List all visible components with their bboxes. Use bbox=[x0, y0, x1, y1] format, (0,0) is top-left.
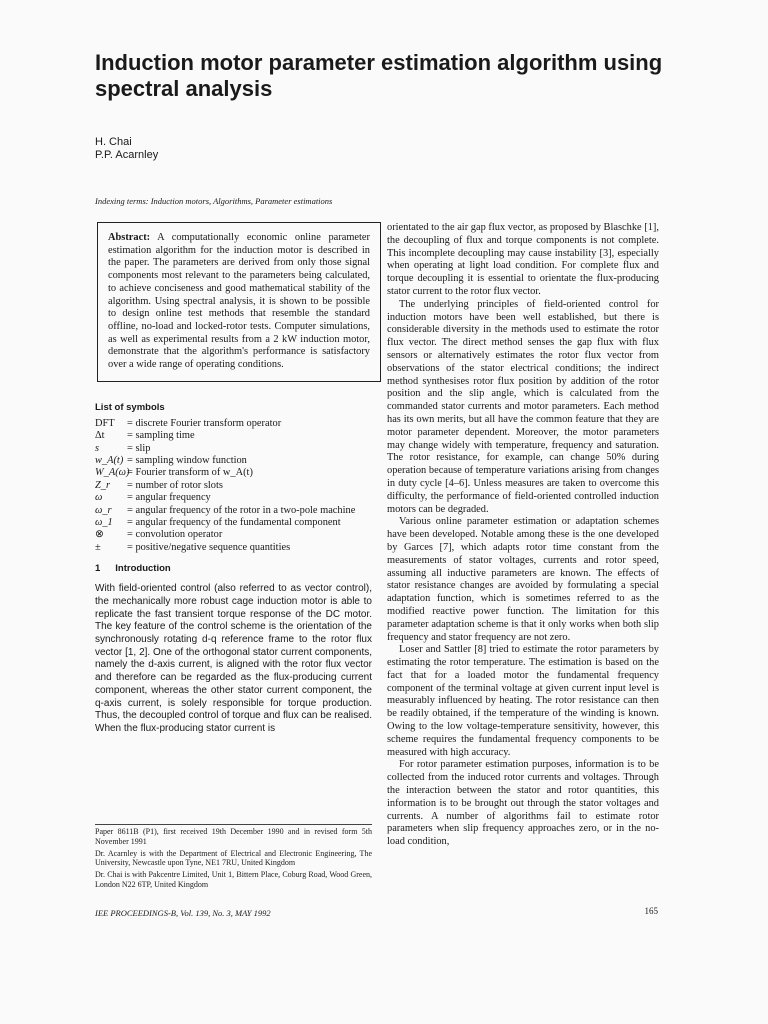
symbol-key: Δt bbox=[95, 430, 105, 442]
left-column bbox=[95, 222, 372, 736]
symbol-desc: = angular frequency bbox=[127, 492, 211, 504]
symbol-desc: = sampling window function bbox=[127, 454, 247, 466]
symbol-key: ⊗ bbox=[95, 529, 104, 541]
symbol-desc: = angular frequency of the fundamental component bbox=[127, 516, 341, 528]
symbol-desc: = slip bbox=[127, 442, 151, 454]
symbol-row bbox=[95, 430, 372, 442]
symbol-desc: = positive/negative sequence quantities bbox=[127, 541, 291, 553]
symbol-key: W_A(ω) bbox=[95, 467, 130, 479]
footnotes bbox=[95, 824, 372, 892]
symbol-row bbox=[95, 517, 372, 529]
page-number: 165 bbox=[644, 906, 658, 916]
body-paragraph: orientated to the air gap flux vector, as proposed by Blaschke [1], the decoupling of flux and torque components is not complete. This incomplete decoupling may cause instability [3], especially when operating at light load condition. For complete flux and torque decoupling it is essential to orientate the flux-producing stator current to the rotor flux vector. bbox=[387, 222, 659, 297]
author-name: H. Chai bbox=[95, 136, 132, 148]
paper-title: Induction motor parameter estimation algorithm using spectral analysis bbox=[95, 50, 663, 101]
abstract-box bbox=[97, 222, 381, 382]
symbol-desc: = angular frequency of the rotor in a two-pole machine bbox=[127, 504, 356, 516]
symbol-row bbox=[95, 542, 372, 554]
indexing-terms: Indexing terms: Induction motors, Algorithms, Parameter estimations bbox=[95, 196, 333, 206]
symbol-row bbox=[95, 443, 372, 455]
symbol-desc: = sampling time bbox=[127, 430, 195, 442]
symbols-list bbox=[95, 418, 372, 554]
symbols-heading: List of symbols bbox=[95, 401, 165, 413]
symbol-row bbox=[95, 529, 372, 541]
symbol-key: s bbox=[95, 442, 100, 454]
right-column bbox=[387, 222, 659, 849]
journal-footer: IEE PROCEEDINGS-B, Vol. 139, No. 3, MAY 1992 bbox=[95, 908, 271, 918]
footnote: Dr. Acarnley is with the Department of Electrical and Electronic Engineering, The University, Newcastle upon Tyne, NE1 7RU, United Kingdom bbox=[95, 848, 372, 868]
author-name: P.P. Acarnley bbox=[95, 149, 159, 161]
author-list bbox=[95, 136, 158, 162]
symbol-desc: = discrete Fourier transform operator bbox=[127, 417, 282, 429]
section-title: Introduction bbox=[115, 563, 171, 575]
symbol-desc: = Fourier transform of w_A(t) bbox=[127, 467, 253, 479]
symbol-key: DFT bbox=[95, 417, 115, 429]
symbol-row bbox=[95, 467, 372, 479]
introduction-heading bbox=[95, 563, 372, 575]
body-paragraph: For rotor parameter estimation purposes, information is to be collected from the induced rotor currents and voltages. Through the interaction between the stator and rotor quantities, this information is to be brought out through the stator voltages and currents. A number of algorithms fail to estimate rotor parameters when slip frequency approaches zero, or in the no-load condition, bbox=[387, 759, 659, 848]
symbol-key: ± bbox=[95, 541, 101, 553]
symbol-key: Z_r bbox=[95, 479, 111, 491]
abstract-label: Abstract: bbox=[108, 232, 151, 243]
section-number: 1 bbox=[95, 563, 101, 575]
body-paragraph: Various online parameter estimation or adaptation schemes have been developed. Notable among these is the one developed by Garces [7], which adapts rotor time constant from the measurements of stator voltages, currents and rotor speed, assuming all inductive parameters are known. The effects of stator resistance changes are avoided by formulating a special adaptation function, which is sometimes referred to as the modified reactive power function. The limitation for this parameter adaptation scheme is that it only works when both slip frequency and stator frequency are not zero. bbox=[387, 516, 659, 643]
symbol-desc: = number of rotor slots bbox=[127, 479, 223, 491]
symbol-key: w_A(t) bbox=[95, 454, 124, 466]
abstract-text: A computationally economic online parameter estimation algorithm for the induction motor is described in the paper. The parameters are derived from only those signal components most relevant to the parameters being calculated, to achieve conciseness and good mathematical stability of the algorithm. Using spectral analysis, it is shown to be possible to design online test methods that resemble the standard offline, no-load and locked-rotor tests. Computer simulations, as well as experimental results from a 2 kW induction motor, demonstrate that the algorithm's performance is satisfactory over a wide range of operating conditions. bbox=[108, 232, 370, 371]
symbol-row bbox=[95, 480, 372, 492]
symbol-row bbox=[95, 418, 372, 430]
introduction-text: With field-oriented control (also referred to as vector control), the mechanically more robust cage induction motor is able to replicate the fast transient torque response of the DC motor. The key feature of the control scheme is the orientation of the synchronously rotating d-q reference frame to the rotor flux vector [1, 2]. One of the orthogonal stator current components, namely the d-axis current, is aligned with the rotor flux vector and therefore can be regarded as the flux-producing current component, whereas the other stator current component, the q-axis current, is solely responsible for torque production. Thus, the decoupled control of torque and flux can be realised. When the flux-producing stator current is bbox=[95, 583, 372, 734]
body-paragraph: The underlying principles of field-oriented control for induction motors have been well established, but there is considerable diversity in the methods used to estimate the rotor flux vector. The direct method senses the gap flux with flux sensors or alternatively estimates the rotor flux vector from observations of the stator electrical conditions; the indirect method synthesises rotor flux position by addition of the rotor position and the slip angle, which is calculated from the commanded stator currents and motor parameters. Each method has its own merits, but all have the common feature that they are motor parameter dependent. Moreover, the motor parameters may change widely with temperature, frequency and saturation. The rotor resistance, for example, can change 50% during operation because of temperature variations arising from changes in duty cycle [4–6]. Unless measures are taken to overcome this difficulty, the performance of field-oriented controlled induction motors can be degraded. bbox=[387, 298, 659, 515]
symbol-desc: = convolution operator bbox=[127, 529, 223, 541]
symbol-row bbox=[95, 455, 372, 467]
symbol-row bbox=[95, 492, 372, 504]
symbol-row bbox=[95, 505, 372, 517]
body-paragraph: Loser and Sattler [8] tried to estimate the rotor parameters by estimating the rotor temperature. The estimation is based on the fact that for a loaded motor the fundamental frequency component of the terminal voltage at given current input level is measurably influenced by heating. The rotor resistance can then be readily obtained, if the temperature of the winding is known. Owing to the low voltage-temperature sensitivity, however, this scheme requires the fundamental frequency components to be measured with high accuracy. bbox=[387, 644, 659, 758]
symbol-key: ω_r bbox=[95, 504, 112, 516]
symbol-key: ω bbox=[95, 492, 103, 504]
footnote: Paper 8611B (P1), first received 19th December 1990 and in revised form 5th November 1991 bbox=[95, 827, 372, 846]
symbol-key: ω_1 bbox=[95, 516, 113, 528]
footnote: Dr. Chai is with Pakcentre Limited, Unit 1, Bittern Place, Coburg Road, Wood Green, London N22 6TP, United Kingdom bbox=[95, 870, 372, 889]
